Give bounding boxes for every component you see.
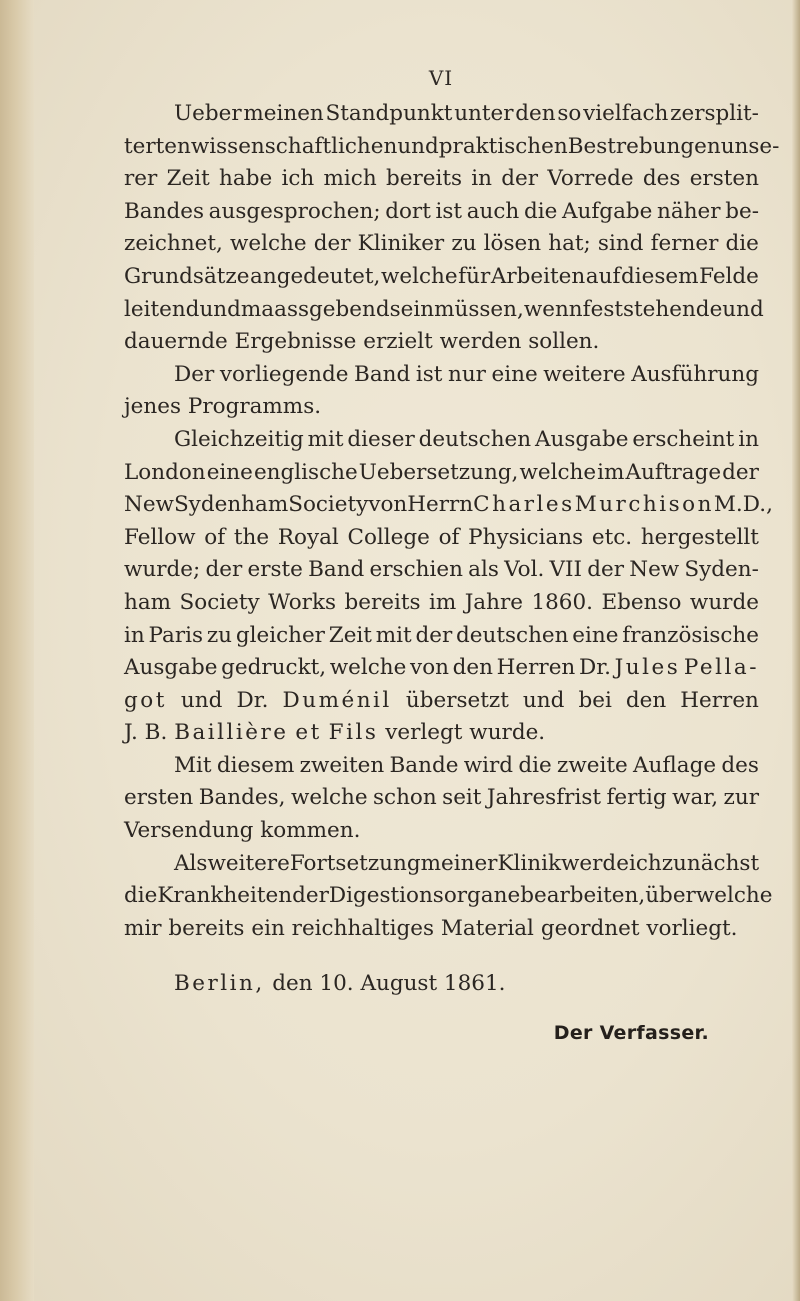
word: sein bbox=[389, 296, 435, 322]
spaced-word: Murchison bbox=[574, 492, 714, 518]
word: Jahresfrist bbox=[486, 785, 601, 811]
word: eine bbox=[206, 459, 253, 485]
word: Ausgabe bbox=[124, 655, 218, 681]
word: diesem bbox=[216, 752, 295, 778]
word: des bbox=[642, 166, 681, 192]
word: Ergebnisse bbox=[234, 329, 357, 355]
word: Herren bbox=[496, 655, 576, 681]
word: mir bbox=[124, 915, 162, 941]
word: welche bbox=[290, 785, 368, 811]
word: deutschen bbox=[418, 426, 532, 452]
word: Aufgabe bbox=[561, 198, 653, 224]
word: Ueber bbox=[174, 101, 242, 126]
word: als bbox=[468, 557, 499, 583]
word: Klinik bbox=[497, 850, 562, 876]
word: Auftrage bbox=[625, 459, 722, 485]
word: the bbox=[233, 524, 270, 550]
word: Society bbox=[179, 589, 260, 615]
word: zunächst bbox=[661, 850, 760, 876]
word: und bbox=[397, 133, 439, 159]
word: zeichnet, bbox=[124, 231, 223, 257]
word: die bbox=[725, 231, 759, 257]
text-line bbox=[124, 424, 759, 457]
word: mich bbox=[323, 166, 377, 192]
word: Band bbox=[308, 557, 365, 583]
word: bereits bbox=[168, 915, 245, 941]
word: welche bbox=[380, 263, 458, 289]
word: auf bbox=[585, 263, 621, 289]
word: englische bbox=[253, 459, 358, 485]
word: wenn bbox=[523, 296, 583, 322]
word: Society bbox=[288, 492, 369, 518]
word: hergestellt bbox=[640, 524, 759, 550]
word: mit bbox=[307, 426, 344, 452]
word: Arbeiten bbox=[490, 263, 586, 289]
spaced-word: got bbox=[124, 687, 167, 713]
word: gleicher bbox=[235, 622, 325, 648]
text-line bbox=[124, 98, 759, 131]
word: der bbox=[415, 622, 453, 648]
word: geordnet bbox=[540, 915, 640, 941]
text-line bbox=[124, 228, 759, 261]
word: wurde; bbox=[124, 557, 201, 583]
word: dort bbox=[385, 198, 431, 224]
word: nur bbox=[447, 361, 486, 387]
word: terten bbox=[124, 133, 191, 159]
text-line bbox=[124, 652, 759, 685]
word: feststehende bbox=[582, 296, 723, 322]
word: mit bbox=[375, 622, 412, 648]
word: ist bbox=[435, 198, 463, 224]
word: Ausgabe bbox=[534, 426, 629, 452]
word: die bbox=[518, 752, 552, 778]
word: B. bbox=[144, 720, 168, 746]
word: sind bbox=[597, 231, 644, 257]
page-edge bbox=[792, 0, 800, 1301]
word: Zeit bbox=[328, 622, 372, 648]
word: ausgesprochen; bbox=[208, 198, 381, 224]
word: in bbox=[124, 622, 145, 648]
word: bereits bbox=[385, 166, 462, 192]
word: Fellow bbox=[124, 524, 196, 550]
word: wurde. bbox=[469, 720, 546, 746]
word: M.D., bbox=[713, 492, 773, 518]
word: vorliegende bbox=[219, 361, 349, 387]
word: Sydenham bbox=[173, 492, 289, 518]
word: Ausführung bbox=[631, 361, 759, 387]
word: Programms. bbox=[187, 394, 322, 420]
word: dauernde bbox=[124, 329, 228, 355]
text-line bbox=[124, 815, 759, 848]
word: maassgebend bbox=[240, 296, 390, 322]
word: Paris bbox=[148, 622, 204, 648]
text-line bbox=[124, 880, 773, 913]
spaced-word: Baillière bbox=[174, 720, 289, 746]
spaced-word: et bbox=[295, 720, 322, 746]
word: bei bbox=[578, 687, 612, 713]
word: im bbox=[597, 459, 625, 485]
word: ersten bbox=[689, 166, 759, 192]
word: Felde bbox=[699, 263, 759, 289]
word: Grundsätze bbox=[124, 263, 250, 289]
word: hat; bbox=[548, 231, 591, 257]
word: Ebenso bbox=[601, 589, 682, 615]
word: auch bbox=[466, 198, 520, 224]
word: zersplit- bbox=[670, 101, 759, 126]
word: London bbox=[124, 459, 206, 485]
text-line bbox=[124, 848, 759, 881]
page-number: VI bbox=[428, 66, 454, 90]
word: Fortsetzung bbox=[289, 850, 421, 876]
word: näher bbox=[657, 198, 721, 224]
word: reichhaltiges bbox=[291, 915, 435, 941]
word: Dr. bbox=[578, 655, 611, 681]
word: der bbox=[722, 459, 759, 485]
word: zu bbox=[206, 622, 233, 648]
word: welche bbox=[519, 459, 597, 485]
word: weitere bbox=[543, 361, 626, 387]
word: der bbox=[292, 883, 329, 909]
word: müssen, bbox=[434, 296, 524, 322]
word: be- bbox=[725, 198, 759, 224]
word: Bandes, bbox=[198, 785, 286, 811]
word: so bbox=[557, 101, 582, 126]
word: Material bbox=[440, 915, 534, 941]
word: welche bbox=[329, 655, 407, 681]
word: und bbox=[722, 296, 764, 322]
word: College bbox=[347, 524, 430, 550]
word: zweiten bbox=[299, 752, 385, 778]
word: werden bbox=[439, 329, 522, 355]
word: wissenschaftlichen bbox=[190, 133, 398, 159]
word: vorliegt. bbox=[646, 915, 738, 941]
signature-date bbox=[174, 968, 506, 1000]
word: wird bbox=[463, 752, 514, 778]
word: of bbox=[438, 524, 460, 550]
word: verlegt bbox=[385, 720, 463, 746]
signature-author: Der Verfasser. bbox=[553, 1022, 709, 1044]
word: fertig bbox=[606, 785, 667, 811]
word: Der bbox=[174, 361, 215, 387]
spaced-word: Pella- bbox=[683, 655, 759, 681]
word: deutschen bbox=[456, 622, 569, 648]
word: französische bbox=[622, 622, 759, 648]
word: übersetzt bbox=[405, 687, 509, 713]
word: Gleichzeitig bbox=[174, 426, 304, 452]
word: wurde bbox=[689, 589, 759, 615]
word: der bbox=[313, 231, 351, 257]
text-line bbox=[124, 294, 764, 327]
word: Standpunkt bbox=[325, 101, 453, 126]
word: werde bbox=[561, 850, 629, 876]
word: im bbox=[428, 589, 457, 615]
word: über bbox=[645, 883, 696, 909]
word: Mit bbox=[174, 752, 212, 778]
word: ham bbox=[124, 589, 172, 615]
word: angedeutet, bbox=[250, 263, 381, 289]
word: zweite bbox=[557, 752, 628, 778]
word: etc. bbox=[591, 524, 633, 550]
word: Band bbox=[354, 361, 411, 387]
text-line bbox=[124, 554, 759, 587]
word: Works bbox=[268, 589, 337, 615]
word: und bbox=[199, 296, 241, 322]
word: des bbox=[721, 752, 759, 778]
spaced-word: Jules bbox=[614, 655, 681, 681]
word: weitere bbox=[207, 850, 290, 876]
word: sollen. bbox=[528, 329, 600, 355]
word: Auflage bbox=[633, 752, 717, 778]
word: zur bbox=[723, 785, 759, 811]
word: eine bbox=[572, 622, 619, 648]
text-line bbox=[124, 717, 759, 750]
spaced-word: Charles bbox=[473, 492, 575, 518]
word: Krankheiten bbox=[157, 883, 293, 909]
word: den bbox=[515, 101, 556, 126]
word: der bbox=[501, 166, 539, 192]
text-line bbox=[124, 782, 759, 815]
word: den bbox=[625, 687, 667, 713]
signature-place: Berlin, bbox=[174, 971, 265, 996]
word: Dr. bbox=[236, 687, 269, 713]
word: jenes bbox=[124, 394, 181, 420]
text-line bbox=[124, 489, 773, 522]
text-line bbox=[124, 750, 759, 783]
text-line bbox=[124, 620, 759, 653]
word: von bbox=[368, 492, 408, 518]
text-line bbox=[124, 685, 759, 718]
word: meiner bbox=[420, 850, 498, 876]
word: Bestrebungen bbox=[567, 133, 721, 159]
word: in bbox=[738, 426, 759, 452]
word: Zeit bbox=[166, 166, 210, 192]
word: zu bbox=[451, 231, 477, 257]
word: ersten bbox=[124, 785, 194, 811]
word: von bbox=[410, 655, 449, 681]
word: Als bbox=[174, 850, 208, 876]
word: seit bbox=[442, 785, 482, 811]
word: New bbox=[124, 492, 174, 518]
word: Bande bbox=[389, 752, 459, 778]
word: unter bbox=[454, 101, 514, 126]
word: Physicians bbox=[468, 524, 584, 550]
word: Vol. bbox=[504, 557, 545, 583]
word: diesem bbox=[620, 263, 699, 289]
text-line bbox=[124, 913, 759, 946]
word: welche bbox=[230, 231, 307, 257]
word: bereits bbox=[344, 589, 421, 615]
word: bearbeiten, bbox=[520, 883, 646, 909]
word: für bbox=[458, 263, 491, 289]
word: habe bbox=[219, 166, 273, 192]
word: der bbox=[205, 557, 243, 583]
word: erste bbox=[247, 557, 303, 583]
text-line bbox=[124, 163, 759, 196]
word: unse- bbox=[720, 133, 780, 159]
text-line bbox=[124, 326, 759, 359]
word: Versendung bbox=[124, 818, 254, 844]
word: lösen bbox=[483, 231, 542, 257]
word: Vorrede bbox=[547, 166, 634, 192]
text-line bbox=[124, 457, 759, 490]
spaced-word: Duménil bbox=[282, 687, 392, 713]
word: erzielt bbox=[363, 329, 433, 355]
word: erscheint bbox=[632, 426, 735, 452]
text-line bbox=[124, 196, 759, 229]
text-line bbox=[124, 391, 759, 424]
word: ferner bbox=[650, 231, 719, 257]
word: Syden- bbox=[684, 557, 759, 583]
spaced-word: Fils bbox=[328, 720, 379, 746]
word: Bandes bbox=[124, 198, 204, 224]
word: kommen. bbox=[260, 818, 361, 844]
page-gutter bbox=[0, 0, 34, 1301]
text-line bbox=[124, 261, 759, 294]
word: 1860. bbox=[531, 589, 593, 615]
word: in bbox=[471, 166, 493, 192]
signature-date-text: den 10. August 1861. bbox=[272, 971, 506, 996]
preface-text bbox=[124, 98, 780, 945]
word: VII bbox=[549, 557, 583, 583]
text-line bbox=[124, 522, 759, 555]
word: J. bbox=[124, 720, 138, 746]
word: war, bbox=[672, 785, 719, 811]
text-line bbox=[124, 587, 759, 620]
word: meinen bbox=[243, 101, 324, 126]
word: ist bbox=[415, 361, 443, 387]
word: ich bbox=[628, 850, 662, 876]
word: dieser bbox=[347, 426, 415, 452]
word: schon bbox=[373, 785, 437, 811]
word: rer bbox=[124, 166, 158, 192]
text-line bbox=[124, 359, 759, 392]
word: of bbox=[204, 524, 226, 550]
word: leitend bbox=[124, 296, 200, 322]
word: ich bbox=[281, 166, 315, 192]
text-line bbox=[124, 131, 780, 164]
word: Herren bbox=[680, 687, 759, 713]
word: gedruckt, bbox=[221, 655, 327, 681]
word: praktischen bbox=[438, 133, 568, 159]
word: Royal bbox=[277, 524, 339, 550]
word: ein bbox=[251, 915, 285, 941]
word: Digestionsorgane bbox=[328, 883, 521, 909]
word: Uebersetzung, bbox=[358, 459, 519, 485]
word: der bbox=[587, 557, 625, 583]
word: erschien bbox=[369, 557, 463, 583]
word: welche bbox=[695, 883, 773, 909]
word: New bbox=[629, 557, 680, 583]
word: Herrn bbox=[407, 492, 474, 518]
word: die bbox=[523, 198, 558, 224]
word: den bbox=[452, 655, 493, 681]
word: Kliniker bbox=[357, 231, 445, 257]
word: eine bbox=[491, 361, 538, 387]
word: die bbox=[124, 883, 158, 909]
word: und bbox=[522, 687, 565, 713]
word: Jahre bbox=[464, 589, 523, 615]
word: vielfach bbox=[583, 101, 669, 126]
word: und bbox=[180, 687, 223, 713]
